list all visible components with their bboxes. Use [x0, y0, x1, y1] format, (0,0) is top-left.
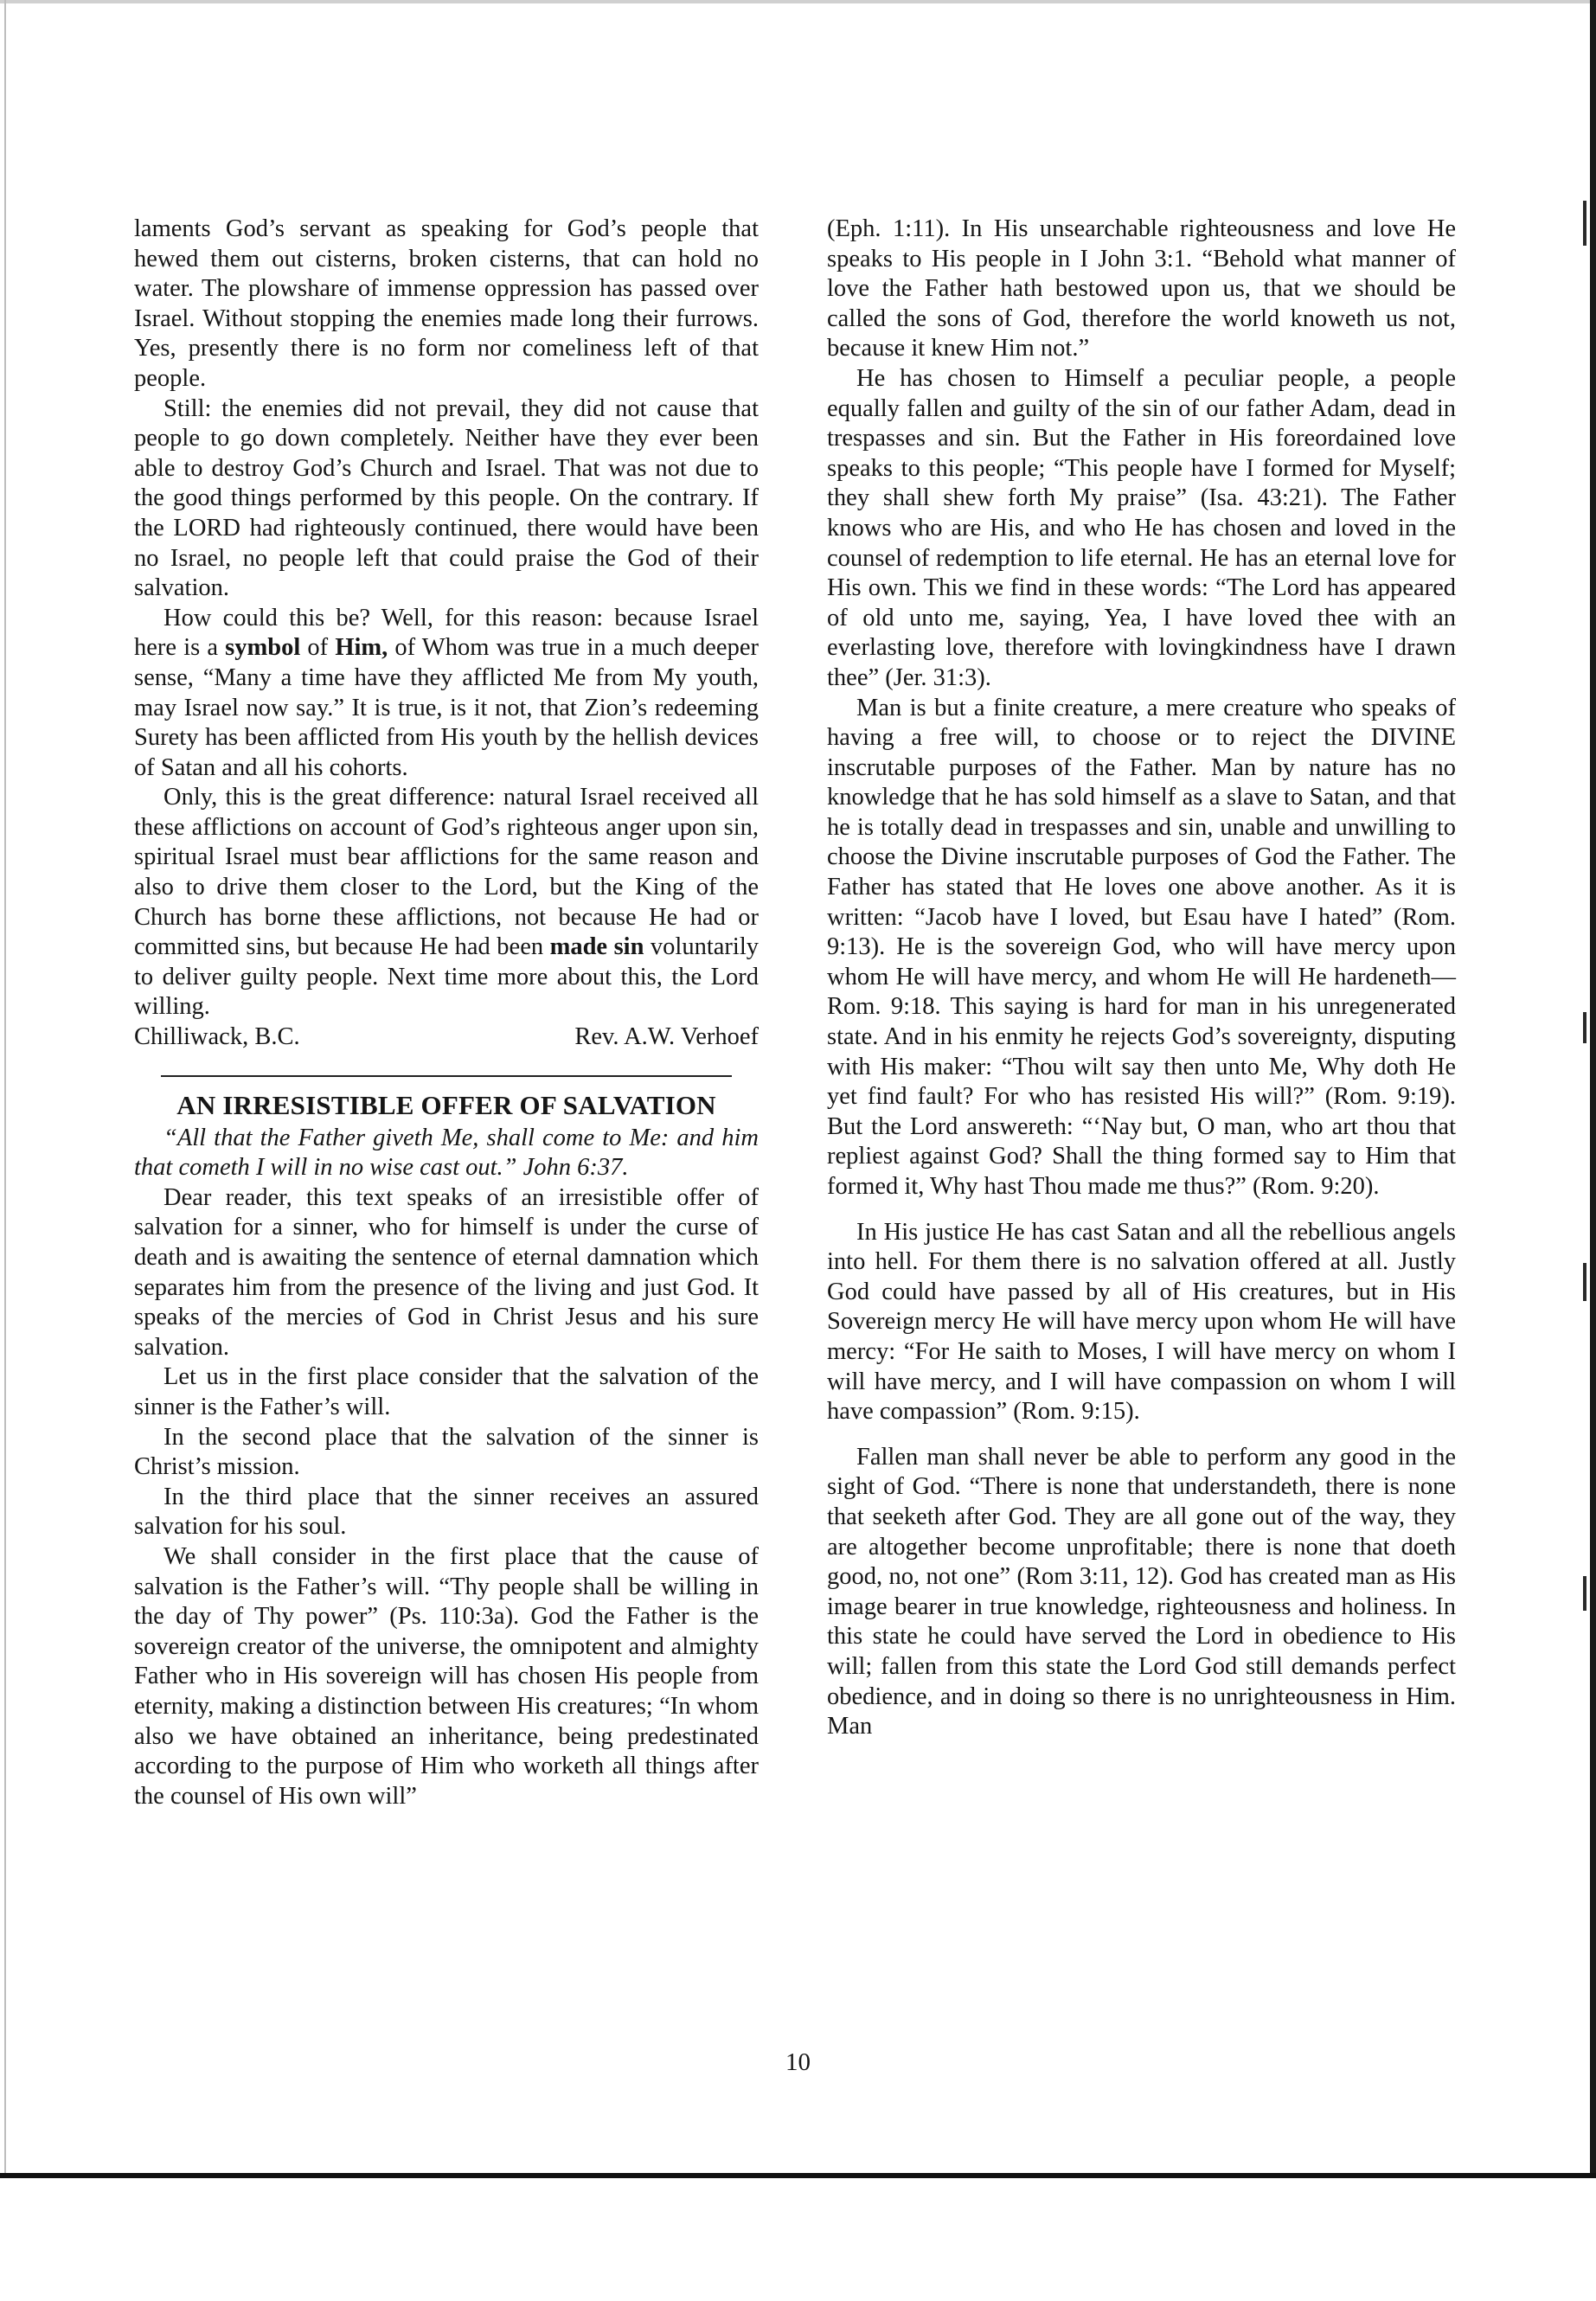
right-paragraph-2: He has chosen to Himself a peculiar people, a people equally fallen and guilty of the sin of our father Adam, dead in trespasses and sin. But the Father in His foreordained love speaks to this people; “This people have I formed for Myself; they shall shew forth My praise” (Isa. 43:21). The Father knows who are His, and who He has chosen and loved in the counsel of redemption to life eternal. He has an eternal love for His own. This we find in these words: “The Lord has appeared of old unto me, saying, Yea, I have loved thee with an everlasting love, therefore with lovingkindness have I drawn thee” (Jer. 31:3).: [827, 364, 1456, 691]
right-paragraph-4: In His justice He has cast Satan and all the rebellious angels into hell. For them there is no salvation offered at all. Justly God could have passed by all of His creatures, but in His Sovereign mercy He will have mercy upon whom He will have mercy: “For He saith to Moses, I will have mercy on whom I will have mercy, and I will have compassion on whom I will have compassion” (Rom. 9:15).: [827, 1218, 1456, 1426]
bold-text: made sin: [549, 933, 644, 961]
article-paragraph-4: In the third place that the sinner receives an assured salvation for his soul.: [134, 1483, 759, 1541]
left-paragraph-4: [134, 783, 759, 1022]
article-paragraph-2: Let us in the first place consider that the salvation of the sinner is the Father’s will.: [134, 1363, 759, 1420]
bold-text: Him,: [335, 634, 388, 662]
left-column: [134, 215, 759, 1811]
section-divider: [161, 1075, 732, 1077]
right-paragraph-5: Fallen man shall never be able to perform any good in the sight of God. “There is none that understandeth, there is none that seeketh after God. They are all gone out of the way, they are altogether become unprofitable; there is none that doeth good, no, not one” (Rom 3:11, 12). God has created man as His image bearer in true knowledge, righteousness and holiness. In this state he could have served the Lord in obedience to His will; fallen from this state the Lord God still demands perfect obedience, and in doing so there is no unrighteousness in Him. Man: [827, 1443, 1456, 1740]
scan-edge-mark: [1583, 201, 1586, 246]
scan-left-edge: [4, 0, 6, 2173]
right-paragraph-1: (Eph. 1:11). In His unsearchable righteousness and love He speaks to His people in I John 3:1. “Behold what manner of love the Father hath bestowed upon us, that we should be called the sons of God, therefore the world knoweth us not, because it knew Him not.”: [827, 215, 1456, 362]
signature-place: Chilliwack, B.C.: [134, 1023, 300, 1051]
text-run: Only, this is the great difference: natural Israel received all these afflictions on account of God’s righteous anger upon sin, spiritual Israel must bear afflictions for the same reason and also to drive them closer to the Lord, but the King of the Church has borne these afflictions, not because He had or committed sins, but because He had been: [134, 784, 759, 961]
scan-edge-mark: [1583, 1012, 1586, 1043]
page-number: 10: [785, 2048, 811, 2076]
left-paragraph-1: laments God’s servant as speaking for God’s people that hewed them out cisterns, broken cisterns, that can hold no water. The plowshare of immense oppression has passed over Israel. Without stopping the enemies made long their furrows. Yes, presently there is no form nor comeliness left of that people.: [134, 215, 759, 392]
article-epigraph: “All that the Father giveth Me, shall come to Me: and him that cometh I will in no wise cast out.” John 6:37.: [134, 1124, 759, 1182]
article-paragraph-5: We shall consider in the first place that the cause of salvation is the Father’s will. “Thy people shall be willing in the day of Thy power” (Ps. 110:3a). God the Father is the sovereign creator of the universe, the omnipotent and almighty Father who in His sovereign will has chosen His people from eternity, making a distinction between His creatures; “In whom also we have obtained an inheritance, being predestinated according to the purpose of Him who worketh all things after the counsel of His own will”: [134, 1542, 759, 1810]
scan-edge-mark: [1583, 1263, 1586, 1301]
scan-top-edge: [0, 0, 1596, 3]
right-column: [827, 215, 1456, 1742]
signature-line: [134, 1022, 759, 1053]
article-paragraph-1: Dear reader, this text speaks of an irresistible offer of salvation for a sinner, who for himself is under the curse of death and is awaiting the sentence of eternal damnation which separates him from the presence of the living and just God. It speaks of the mercies of God in Christ Jesus and his sure salvation.: [134, 1183, 759, 1361]
text-run: How could this be? Well, for this reason: because Israel here is a: [134, 604, 759, 662]
scan-bottom-edge: [0, 2173, 1596, 2178]
signature-author: Rev. A.W. Verhoef: [574, 1023, 759, 1051]
article-title: AN IRRESISTIBLE OFFER OF SALVATION: [176, 1089, 716, 1120]
text-run: of Whom was true in a much deeper sense, “Many a time have they afflicted Me from My youth, may Israel now say.” It is true, is it not, that Zion’s redeeming Surety has been afflicted from His youth by the hellish devices of Satan and all his cohorts.: [134, 634, 759, 781]
scan-right-edge: [1590, 0, 1596, 2173]
right-paragraph-3: Man is but a finite creature, a mere creature who speaks of having a free will, to choose or to reject the DIVINE inscrutable purposes of the Father. Man by nature has no knowledge that he has sold himself as a slave to Satan, and that he is totally dead in trespasses and sin, unable and unwilling to choose the Divine inscrutable purposes of God the Father. The Father has stated that He loves one above another. As it is written: “Jacob have I loved, but Esau have I hated” (Rom. 9:13). He is the sovereign God, who will have mercy upon whom He will have mercy, and whom He will He hardeneth—Rom. 9:18. This saying is hard for man in his unregenerated state. And in his enmity he rejects God’s sovereignty, disputing with His maker: “Thou wilt say then unto Me, Why doth He yet find fault? For who has resisted His will?” (Rom. 9:19). But the Lord answereth: “‘Nay but, O man, who art thou that repliest against God? Shall the thing formed say to Him that formed it, Why hast Thou made me thus?” (Rom. 9:20).: [827, 694, 1456, 1200]
left-paragraph-2: Still: the enemies did not prevail, they did not cause that people to go down completely. Neither have they ever been able to destroy God’s Church and Israel. That was not due to the good things performed by this people. On the contrary. If the LORD had righteously continued, there would have been no Israel, no people left that could praise the God of their salvation.: [134, 394, 759, 602]
left-paragraph-3: [134, 604, 759, 784]
bold-text: symbol: [225, 634, 301, 662]
scan-edge-mark: [1583, 1576, 1586, 1611]
text-run: voluntarily to deliver guilty people. Next time more about this, the Lord willing.: [134, 933, 759, 1021]
text-run: of: [300, 634, 336, 662]
article-paragraph-3: In the second place that the salvation of the sinner is Christ’s mission.: [134, 1423, 759, 1481]
